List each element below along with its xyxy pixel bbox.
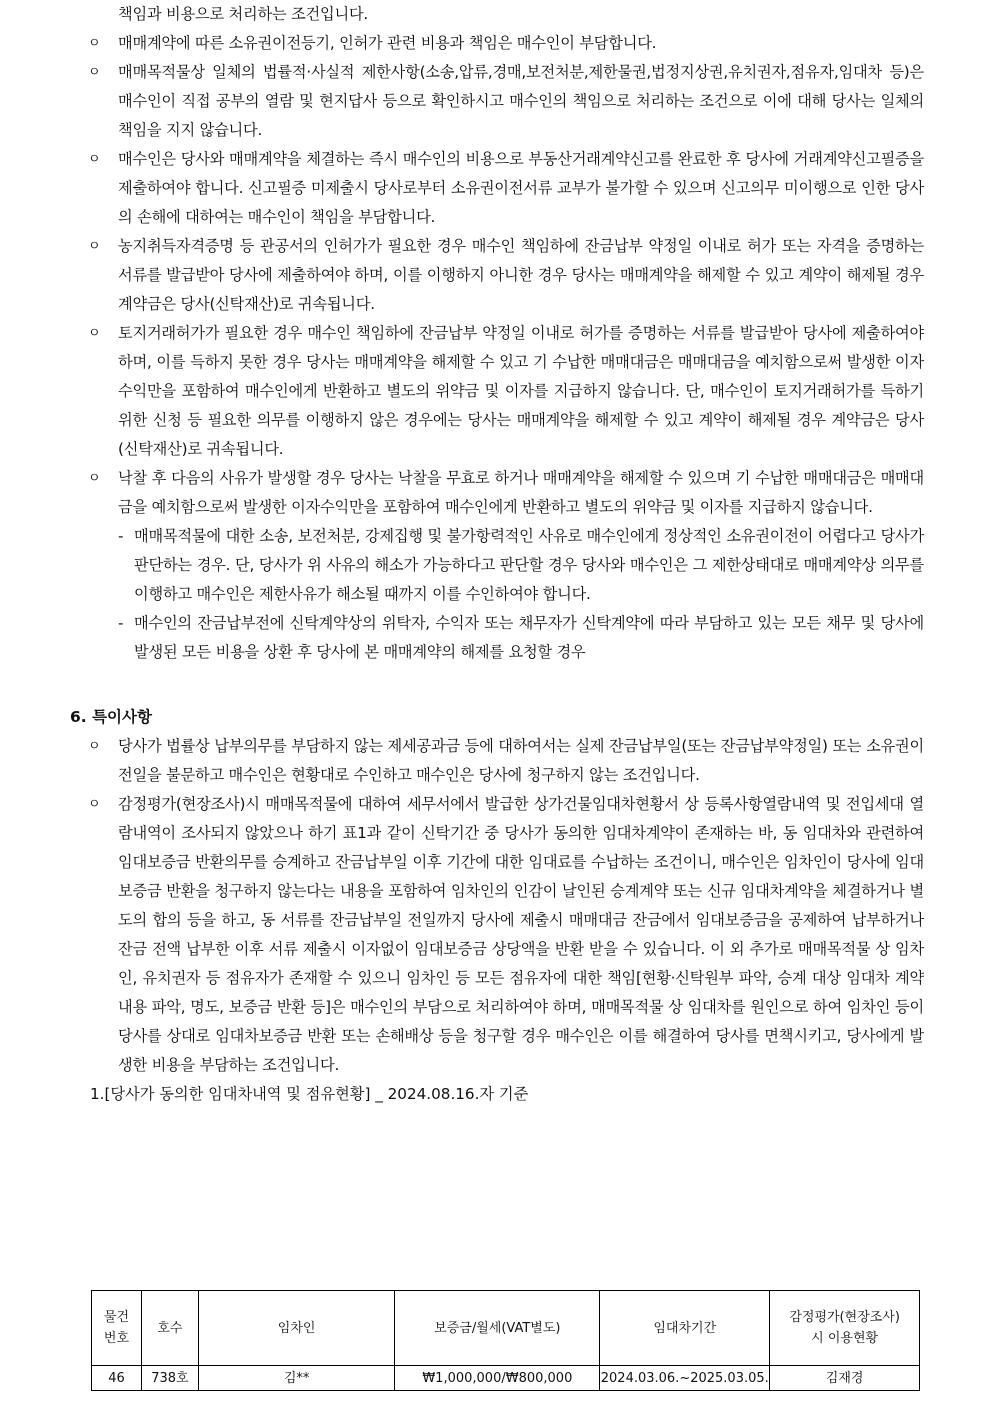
lease-table bbox=[91, 1290, 920, 1391]
bullet-paragraph: ㅇ 감정평가(현장조사)시 매매목적물에 대하여 세무서에서 발급한 상가건물임대차현황서 상 등록사항열람내역 및 전입세대 열람내역이 조사되지 않았으나 하기 표1과 같이 신탁기간 중 당사가 동의한 임대차계약이 존재하는 바, 동 임대차와 관련하여 임대보증금 반환의무를 승계하고 잔금납부일 이후 기간에 대한 임대료를 수납하는 조건이니, 매수인은 임차인이 당사에 임대보증금 반환을 청구하지 않는다는 내용을 포함하여 임차인의 인감이 날인된 승계계약 또는 신규 임대차계약을 체결하거나 별도의 합의 등을 하고, 동 서류를 잔금납부일 전일까지 당사에 제출시 매매대금 잔금에서 임대보증금을 공제하여 납부하거나 잔금 전액 납부한 이후 서류 제출시 이자없이 임대보증금 상당액을 반환 받을 수 있습니다. 이 외 추가로 매매목적물 상 임차인, 유치권자 등 점유자가 존재할 수 있으니 임차인 등 모든 점유자에 대한 책임[현황·신탁원부 파악, 승계 대상 임대차 계약 내용 파악, 명도, 보증금 반환 등]은 매수인의 부담으로 처리하여야 하며, 매매목적물 상 임대차를 원인으로 하여 임차인 등이 당사를 상대로 임대차보증금 반환 또는 손해배상 등을 청구할 경우 매수인은 이를 해결하여 당사를 면책시키고, 당사에게 발생한 비용을 부담하는 조건입니다. bbox=[84, 790, 924, 1080]
table-header-cell: 호수 bbox=[141, 1291, 198, 1366]
lease-table-header bbox=[92, 1291, 920, 1366]
bullet-paragraph: 책임과 비용으로 처리하는 조건입니다. bbox=[118, 5, 369, 23]
table-cell: 738호 bbox=[141, 1366, 198, 1391]
table-cell: 2024.03.06.~2025.03.05. bbox=[600, 1366, 770, 1391]
table-header-cell: 물건 번호 bbox=[92, 1291, 142, 1366]
section-title: 6. 특이사항 bbox=[70, 708, 152, 726]
sub-item: - 매수인의 잔금납부전에 신탁계약상의 위탁자, 수익자 또는 채무자가 신탁계약에 따라 부담하고 있는 모든 채무 및 당사에 발생된 모든 비용을 상환 후 당사에 본 매매계약의 해제를 요청할 경우 bbox=[84, 609, 924, 667]
bullet-paragraph: ㅇ 매수인은 당사와 매매계약을 체결하는 즉시 매수인의 비용으로 부동산거래계약신고를 완료한 후 당사에 거래계약신고필증을 제출하여야 합니다. 신고필증 미제출시 당사로부터 소유권이전서류 교부가 불가할 수 있으며 신고의무 미이행으로 인한 당사의 손해에 대하여는 매수인이 책임을 부담합니다. bbox=[84, 145, 924, 232]
bullet-paragraph: ㅇ 매매목적물상 일체의 법률적·사실적 제한사항(소송,압류,경매,보전처분,제한물권,법정지상권,유치권자,점유자,임대차 등)은 매수인이 직접 공부의 열람 및 현지답사 등으로 확인하시고 매수인의 책임으로 처리하는 조건으로 이에 대해 당사는 일체의 책임을 지지 않습니다. bbox=[84, 58, 924, 145]
table-header-cell: 감정평가(현장조사) 시 이용현황 bbox=[770, 1291, 920, 1366]
bullet-paragraph: ㅇ 당사가 법률상 납부의무를 부담하지 않는 제세공과금 등에 대하여서는 실제 잔금납부일(또는 잔금납부약정일) 또는 소유권이전일을 불문하고 매수인은 현황대로 수인하고 매수인은 당사에 청구하지 않는 조건입니다. bbox=[84, 732, 924, 790]
table-row bbox=[92, 1366, 920, 1391]
lease-table-body bbox=[92, 1366, 920, 1391]
table-header-row bbox=[92, 1291, 920, 1366]
bullet-paragraph: ㅇ 농지취득자격증명 등 관공서의 인허가가 필요한 경우 매수인 책임하에 잔금납부 약정일 이내로 허가 또는 자격을 증명하는 서류를 발급받아 당사에 제출하여야 하며, 이를 이행하지 아니한 경우 당사는 매매계약을 해제할 수 있고 계약이 해제될 경우 계약금은 당사(신탁재산)로 귀속됩니다. bbox=[84, 232, 924, 319]
special-terms-list bbox=[84, 732, 924, 1080]
table-cell: 김재경 bbox=[770, 1366, 920, 1391]
table-cell: 46 bbox=[92, 1366, 142, 1391]
table-header-cell: 보증금/월세(VAT별도) bbox=[395, 1291, 600, 1366]
contract-terms-list bbox=[84, 0, 924, 667]
sub-item: - 매매목적물에 대한 소송, 보전처분, 강제집행 및 불가항력적인 사유로 매수인에게 정상적인 소유권이전이 어렵다고 당사가 판단하는 경우. 단, 당사가 위 사유의 해소가 가능하다고 판단할 경우 당사와 매수인은 그 제한상태대로 매매계약상 의무를 이행하고 매수인은 제한사유가 해소될 때까지 이를 수인하여야 합니다. bbox=[84, 522, 924, 609]
bullet-paragraph: ㅇ 토지거래허가가 필요한 경우 매수인 책임하에 잔금납부 약정일 이내로 허가를 증명하는 서류를 발급받아 당사에 제출하여야 하며, 이를 득하지 못한 경우 당사는 매매계약을 해제할 수 있고 기 수납한 매매대금은 매매대금을 예치함으로써 발생한 이자수익만을 포함하여 매수인에게 반환하고 별도의 위약금 및 이자를 지급하지 않습니다. 단, 매수인이 토지거래허가를 득하기 위한 신청 등 필요한 의무를 이행하지 않은 경우에는 당사는 매매계약을 해제할 수 있고 계약이 해제될 경우 계약금은 당사(신탁재산)로 귀속됩니다. bbox=[84, 319, 924, 464]
bullet-paragraph: ㅇ 낙찰 후 다음의 사유가 발생할 경우 당사는 낙찰을 무효로 하거나 매매계약을 해제할 수 있으며 기 수납한 매매대금은 매매대금을 예치함으로써 발생한 이자수익만을 포함하여 매수인에게 반환하고 별도의 위약금 및 이자를 지급하지 않습니다. bbox=[84, 464, 924, 522]
table-cell: 김** bbox=[198, 1366, 395, 1391]
document-body bbox=[70, 0, 924, 1109]
table-caption: 1.[당사가 동의한 임대차내역 및 점유현황] _ 2024.08.16.자 기준 bbox=[90, 1085, 529, 1103]
table-header-cell: 임차인 bbox=[198, 1291, 395, 1366]
table-cell: ₩1,000,000/₩800,000 bbox=[395, 1366, 600, 1391]
table-header-cell: 임대차기간 bbox=[600, 1291, 770, 1366]
bullet-paragraph: ㅇ 매매계약에 따른 소유권이전등기, 인허가 관련 비용과 책임은 매수인이 부담합니다. bbox=[84, 29, 924, 58]
